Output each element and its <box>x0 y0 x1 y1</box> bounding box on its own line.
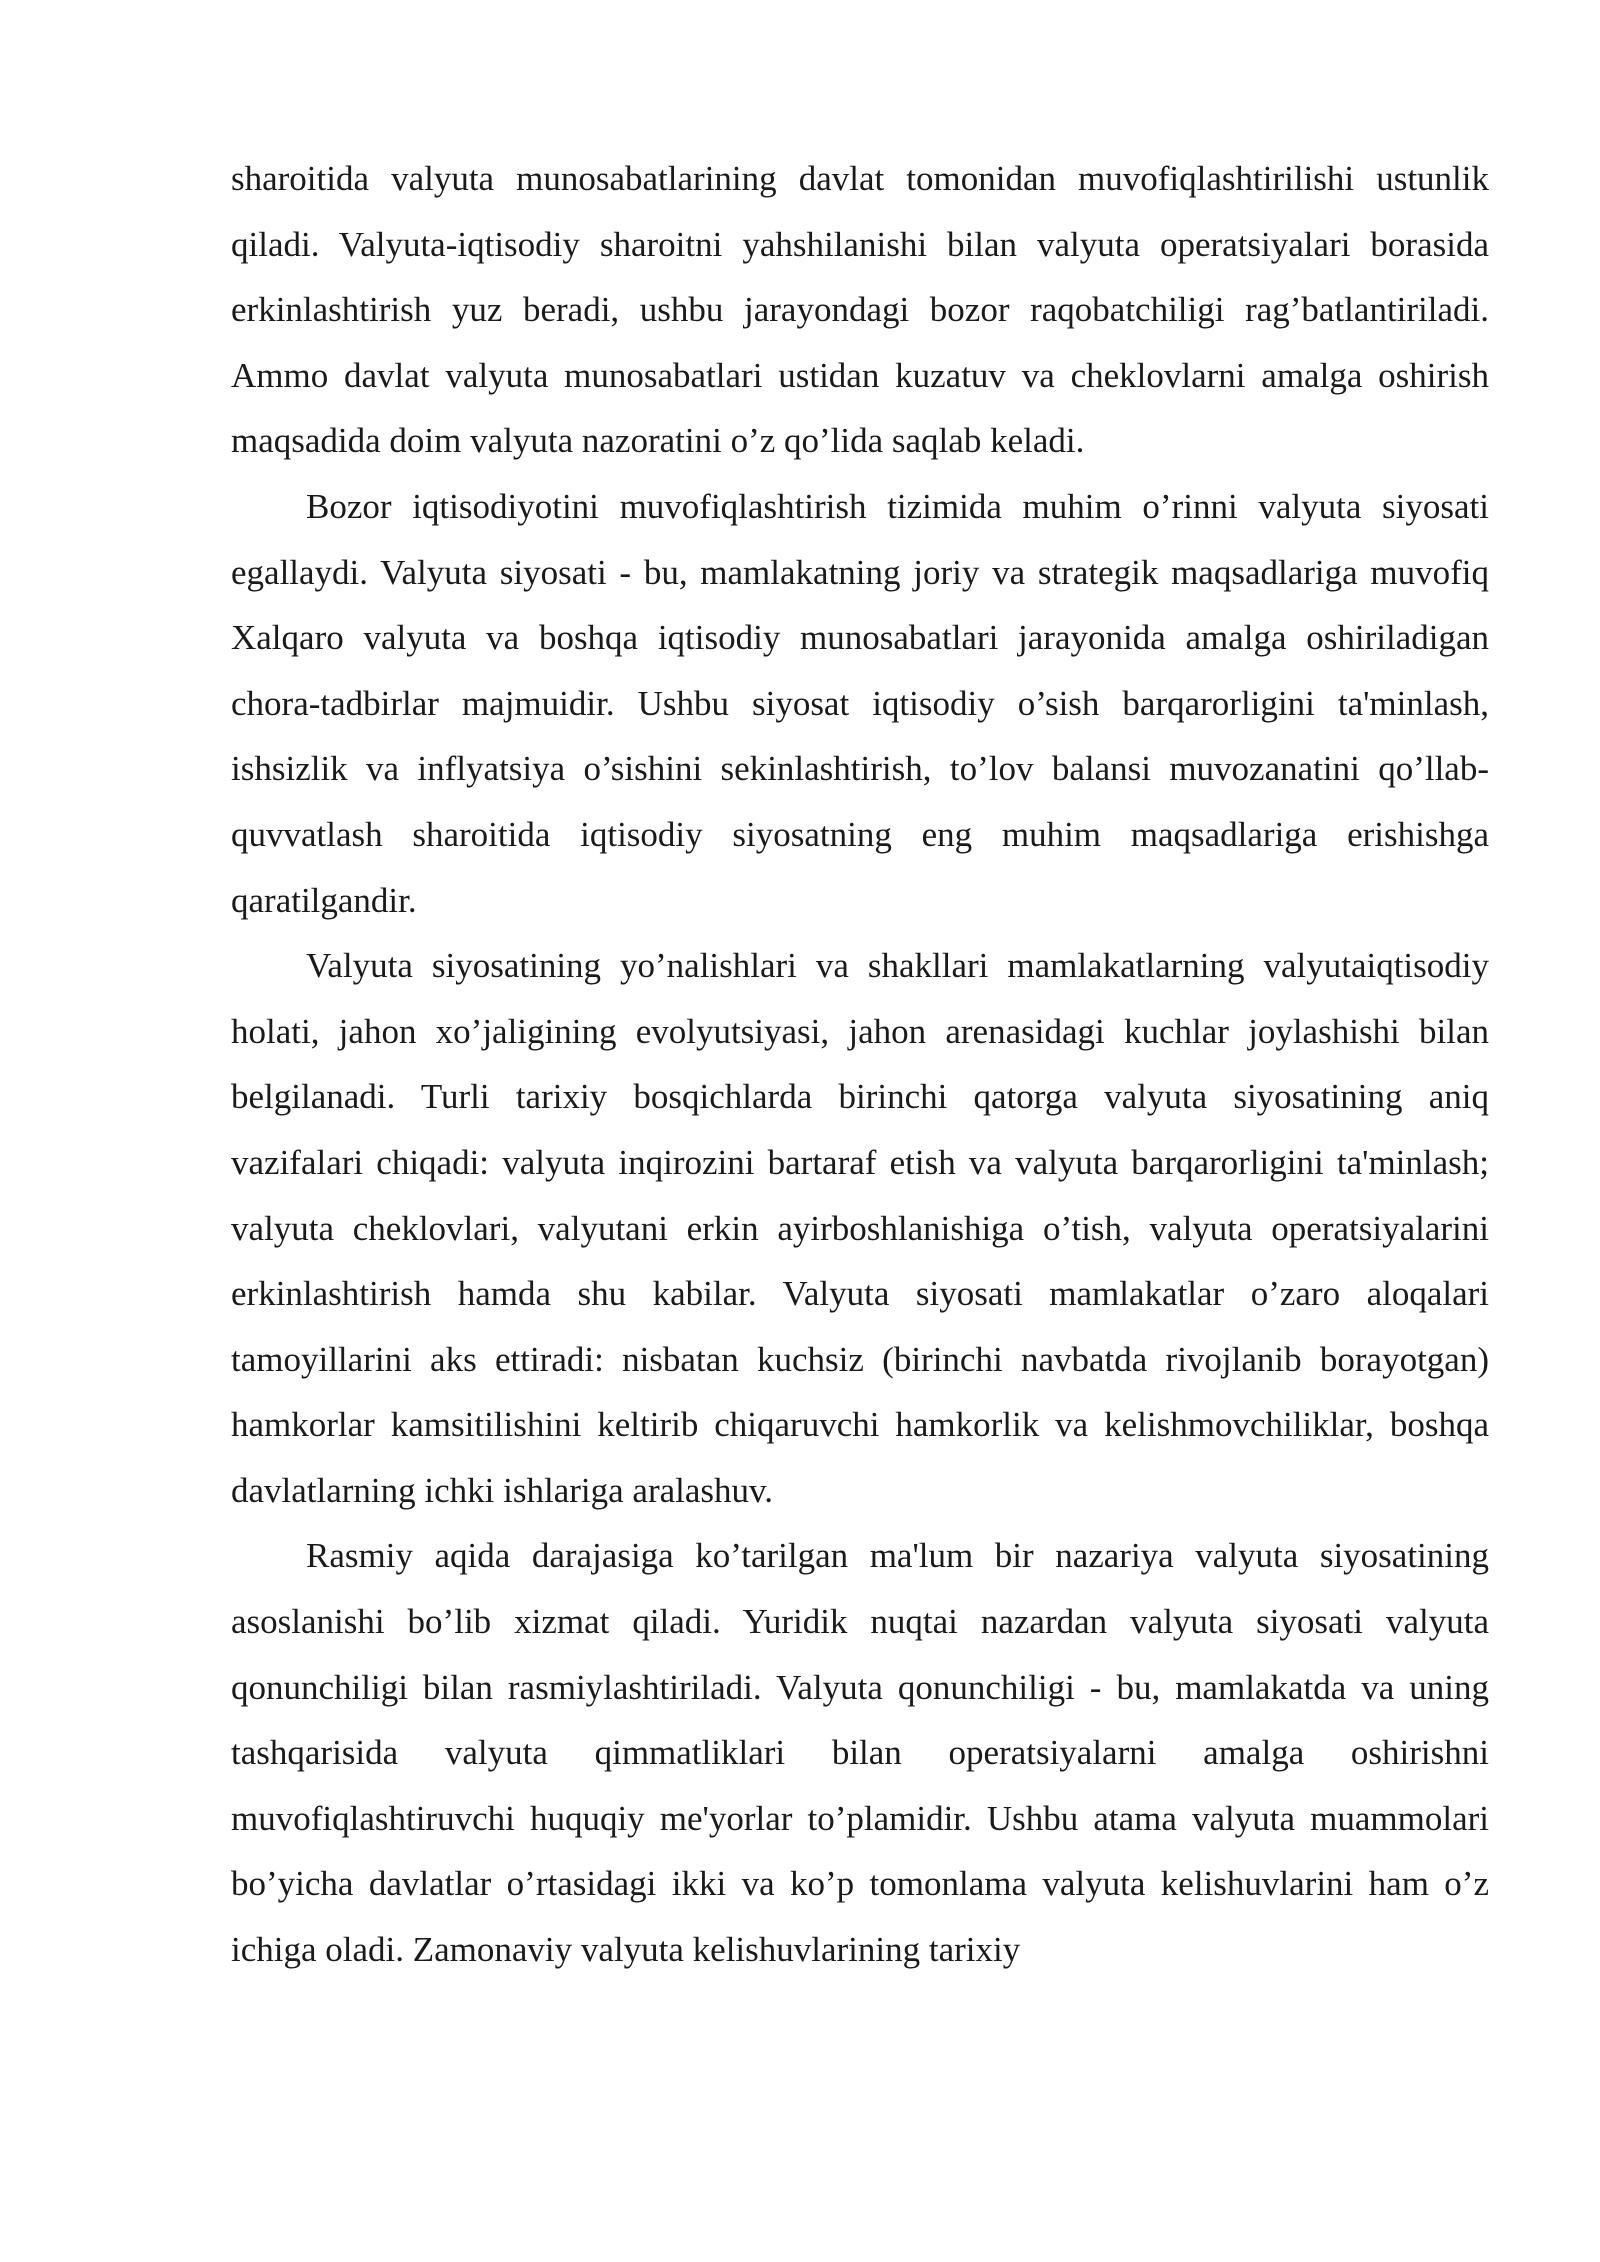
body-text <box>231 146 1489 1983</box>
paragraph-4: Rasmiy aqida darajasiga ko’tarilgan ma'lum bir nazariya valyuta siyosatining asoslanishi bo’lib xizmat qiladi. Yuridik nuqtai nazardan valyuta siyosati valyuta qonunchiligi bilan rasmiylashtiriladi. Valyuta qonunchiligi - bu, mamlakatda va uning tashqarisida valyuta qimmatliklari bilan operatsiyalarni amalga oshirishni muvofiqlashtiruvchi huquqiy me'yorlar to’plamidir. Ushbu atama valyuta muammolari bo’yicha davlatlar o’rtasidagi ikki va ko’p tomonlama valyuta kelishuvlarini ham o’z ichiga oladi. Zamonaviy valyuta kelishuvlarining tarixiy <box>231 1536 1489 1970</box>
paragraph-2: Bozor iqtisodiyotini muvofiqlashtirish tizimida muhim o’rinni valyuta siyosati egallaydi. Valyuta siyosati - bu, mamlakatning joriy va strategik maqsadlariga muvofiq Xalqaro valyuta va boshqa iqtisodiy munosabatlari jarayonida amalga oshiriladigan chora-tadbirlar majmuidir. Ushbu siyosat iqtisodiy o’sish barqarorligini ta'minlash, ishsizlik va inflyatsiya o’sishini sekinlashtirish, to’lov balansi muvozanatini qo’llab-quvvatlash sharoitida iqtisodiy siyosatning eng muhim maqsadlariga erishishga qaratilgandir. <box>231 486 1489 920</box>
paragraph-1: sharoitida valyuta munosabatlarining davlat tomonidan muvofiqlashtirilishi ustunlik qiladi. Valyuta-iqtisodiy sharoitni yahshilanishi bilan valyuta operatsiyalari borasida erkinlashtirish yuz beradi, ushbu jarayondagi bozor raqobatchiligi rag’batlantiriladi. Ammo davlat valyuta munosabatlari ustidan kuzatuv va cheklovlarni amalga oshirish maqsadida doim valyuta nazoratini o’z qo’lida saqlab keladi. <box>231 159 1489 461</box>
paragraph-3: Valyuta siyosatining yo’nalishlari va shakllari mamlakatlarning valyutaiqtisodiy holati, jahon xo’jaligining evolyutsiyasi, jahon arenasidagi kuchlar joylashishi bilan belgilanadi. Turli tarixiy bosqichlarda birinchi qatorga valyuta siyosatining aniq vazifalari chiqadi: valyuta inqirozini bartaraf etish va valyuta barqarorligini ta'minlash; valyuta cheklovlari, valyutani erkin ayirboshlanishiga o’tish, valyuta operatsiyalarini erkinlashtirish hamda shu kabilar. Valyuta siyosati mamlakatlar o’zaro aloqalari tamoyillarini aks ettiradi: nisbatan kuchsiz (birinchi navbatda rivojlanib borayotgan) hamkorlar kamsitilishini keltirib chiqaruvchi hamkorlik va kelishmovchiliklar, boshqa davlatlarning ichki ishlariga aralashuv. <box>231 946 1489 1510</box>
